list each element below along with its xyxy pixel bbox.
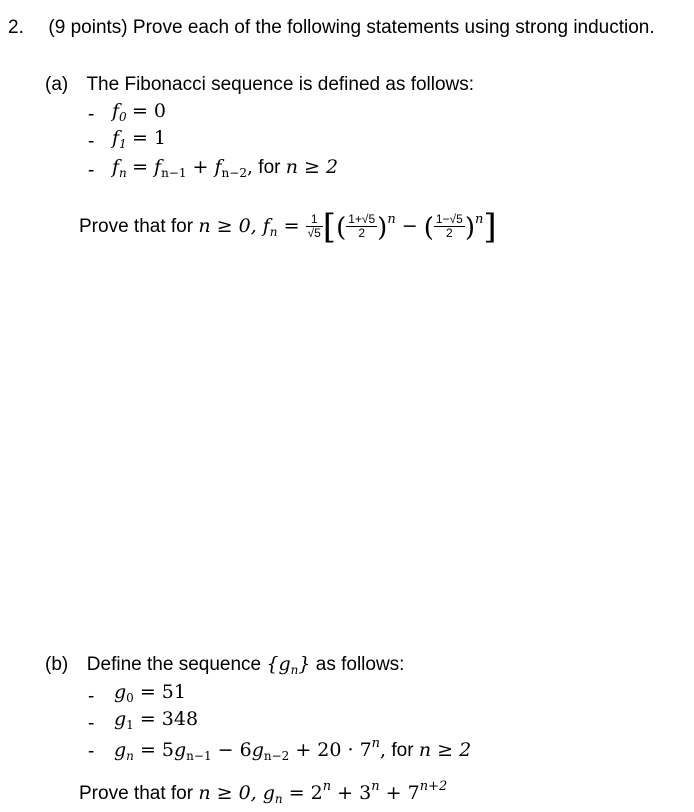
fib-def-n-comma: ,	[246, 156, 254, 178]
g-def-n-eq: = 5	[133, 739, 174, 761]
part-a-bullet-2: -	[88, 131, 95, 152]
fib-def-0-sub: 0	[119, 110, 127, 124]
fib-def-n	[112, 156, 338, 180]
fib-def-n-t1sub: n−1	[161, 166, 187, 180]
g-def-0-sub: 0	[126, 691, 134, 705]
part-a-bullet-1: -	[88, 104, 95, 125]
part-a-intro-line	[45, 74, 474, 96]
part-b-prove-rhs-b: + 3	[331, 782, 372, 804]
g-def-n	[114, 736, 471, 763]
coef-num: 1	[306, 213, 323, 227]
g-def-n-comma: ,	[380, 739, 387, 761]
fib-def-n-eq: =	[132, 156, 155, 178]
g-def-1-lhs: g	[114, 708, 127, 730]
part-b-prove-lhs-sub: n	[274, 792, 283, 806]
g-def-n-t2: g	[251, 739, 264, 761]
g-def-n-t1sub: n−1	[186, 749, 212, 763]
part-a-intro: The Fibonacci sequence is defined as follows:	[86, 74, 475, 95]
part-b-intro-prefix: Define the sequence	[86, 654, 267, 675]
g-def-0-rhs: = 51	[133, 681, 186, 703]
g-def-n-cond-text: for	[386, 740, 419, 761]
close-paren-1: )	[377, 213, 388, 243]
fib-def-1-sub: 1	[119, 137, 127, 151]
fib-def-n-lhs: f	[112, 156, 120, 178]
part-b-bullet-2: -	[88, 713, 95, 734]
fib-def-n-t2: f	[214, 156, 222, 178]
g-def-1-sub: 1	[126, 718, 134, 732]
part-b-intro-suffix: as follows:	[310, 654, 405, 675]
right-bracket: ]	[483, 207, 497, 247]
part-a-prove-cond: n ≥ 0,	[198, 215, 263, 237]
part-b-intro-line	[45, 653, 404, 677]
coef-fraction	[306, 213, 323, 240]
g-def-0	[114, 681, 186, 705]
frac-1-den: 2	[358, 226, 366, 241]
fib-def-1-rhs: = 1	[131, 127, 167, 149]
problem-header: (9 points) Prove each of the following statements using strong induction.	[48, 17, 655, 38]
g-def-n-cond: n ≥ 2	[418, 739, 472, 761]
part-a-bullet-3: -	[88, 160, 95, 181]
part-b-sup-1: n	[322, 779, 332, 794]
g-def-n-mid: − 6	[211, 739, 252, 761]
part-b-prove-prefix: Prove that for	[79, 783, 199, 804]
fib-def-1	[112, 127, 166, 151]
part-b-prove	[79, 779, 447, 806]
part-b-prove-cond: n ≥ 0,	[198, 782, 263, 804]
part-b-bullet-1: -	[88, 686, 95, 707]
g-def-n-t2sub: n−2	[263, 749, 290, 763]
minus-sign: −	[395, 215, 424, 237]
problem-header-line	[8, 17, 655, 39]
left-bracket: [	[322, 207, 337, 247]
part-b-label: (b)	[45, 654, 69, 675]
g-def-n-lhs: g	[114, 739, 127, 761]
fib-def-0-lhs: f	[112, 100, 120, 122]
fib-def-n-t1: f	[154, 156, 162, 178]
fib-def-n-plus: +	[186, 156, 215, 178]
open-paren-1: (	[336, 213, 347, 243]
fib-def-n-sub: n	[119, 166, 127, 180]
part-b-prove-rhs-c: + 7	[379, 782, 420, 804]
part-a-prove-eq: =	[277, 215, 306, 237]
g-def-1	[114, 708, 198, 732]
fib-def-n-t2sub: n−2	[221, 166, 247, 180]
frac-1	[346, 213, 377, 240]
part-a-prove-prefix: Prove that for	[79, 216, 199, 237]
frac-1-num: 1+√5	[348, 212, 376, 227]
part-b-set: {g	[266, 653, 291, 675]
close-paren-2: )	[464, 213, 475, 243]
part-b-sup-2: n	[371, 779, 380, 794]
open-paren-2: (	[423, 213, 434, 243]
coef-den: √5	[307, 226, 321, 241]
fib-def-n-cond-text: for	[253, 157, 286, 178]
frac-2	[434, 213, 465, 240]
fib-def-n-cond: n ≥ 2	[285, 156, 339, 178]
g-def-n-t1: g	[174, 739, 187, 761]
part-b-set-close: }	[298, 653, 311, 675]
fib-def-0	[112, 100, 166, 124]
problem-number: 2.	[8, 17, 24, 38]
part-a-prove-lhs: f	[262, 215, 270, 237]
frac-2-num: 1−√5	[435, 212, 463, 227]
exp-2: n	[474, 212, 484, 227]
g-def-n-tail-sup: n	[371, 736, 381, 751]
g-def-1-rhs: = 348	[133, 708, 199, 730]
part-b-sup-3: n+2	[419, 779, 448, 794]
part-a-label: (a)	[45, 74, 69, 95]
g-def-0-lhs: g	[114, 681, 127, 703]
part-a-prove	[79, 200, 497, 252]
frac-2-den: 2	[445, 226, 453, 241]
fib-def-1-lhs: f	[112, 127, 120, 149]
part-b-set-sub: n	[290, 663, 299, 677]
g-def-n-tail: + 20 · 7	[289, 739, 372, 761]
fib-def-0-rhs: = 0	[131, 100, 167, 122]
g-def-n-sub: n	[126, 749, 134, 763]
part-a-prove-lhs-sub: n	[269, 225, 278, 239]
part-b-prove-lhs: g	[262, 782, 275, 804]
part-b-prove-rhs-a: = 2	[282, 782, 323, 804]
part-b-bullet-3: -	[88, 741, 95, 762]
exp-1: n	[387, 212, 396, 227]
